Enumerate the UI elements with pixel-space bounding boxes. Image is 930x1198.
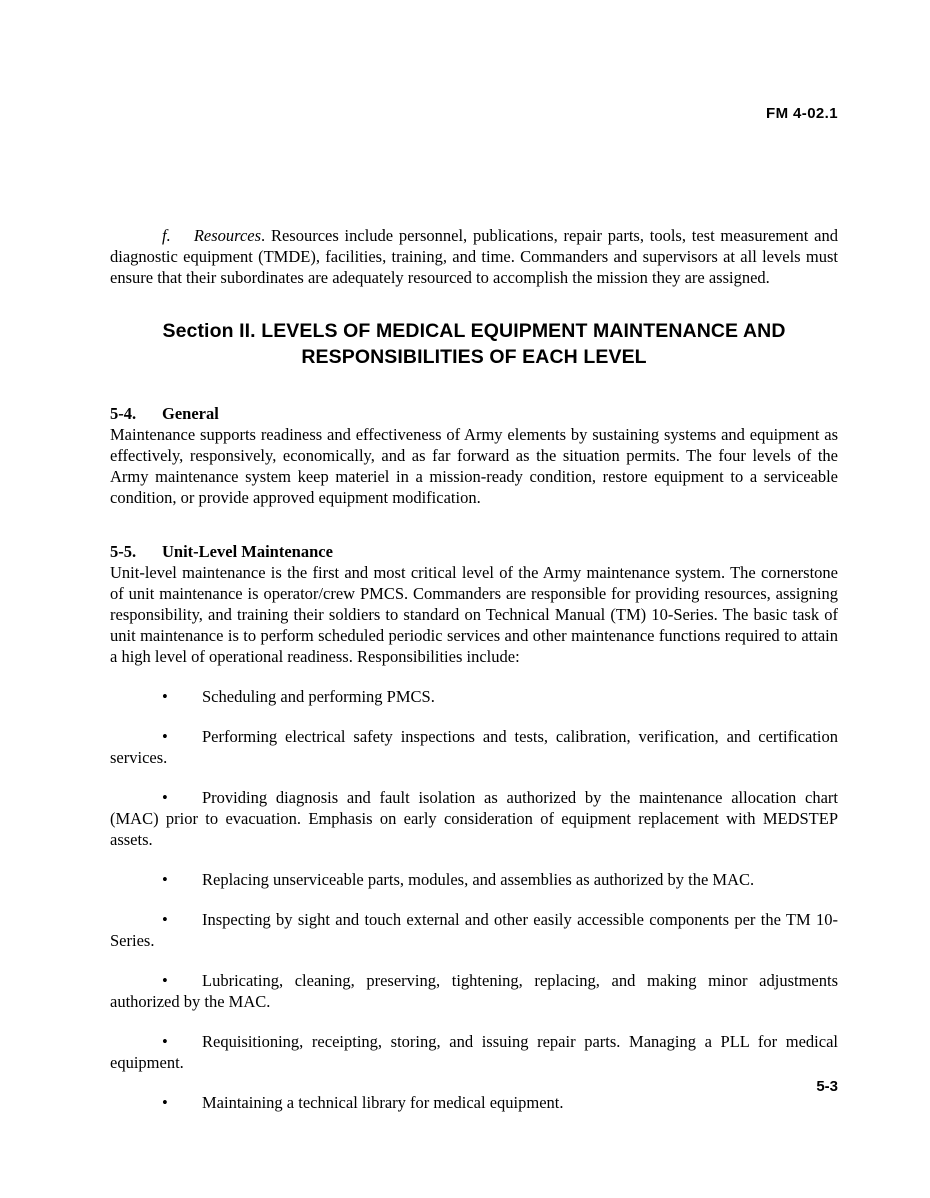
bullet-icon: • xyxy=(162,727,168,746)
paragraph-title: Unit-Level Maintenance xyxy=(162,542,333,561)
bullet-icon: • xyxy=(162,1093,168,1112)
page-content xyxy=(110,225,838,1113)
list-item-text: Replacing unserviceable parts, modules, and assemblies as authorized by the MAC. xyxy=(202,870,755,889)
responsibilities-list xyxy=(110,686,838,1113)
list-item-text: Performing electrical safety inspections and tests, calibration, verification, and certification services. xyxy=(110,727,838,767)
list-item xyxy=(110,686,838,707)
bullet-icon: • xyxy=(162,971,168,990)
section-heading xyxy=(110,318,838,370)
list-item xyxy=(110,1031,838,1073)
list-item-text: Inspecting by sight and touch external and other easily accessible components per the TM 10-Series. xyxy=(110,910,838,950)
paragraph-body-5-4: Maintenance supports readiness and effectiveness of Army elements by sustaining systems and equipment as effectively, responsively, economically, and as far forward as the situation permits. The four levels of the Army maintenance system keep materiel in a mission-ready condition, restore equipment to a serviceable condition, or provide approved equipment modification. xyxy=(110,425,838,507)
paragraph-heading-5-5 xyxy=(110,542,838,562)
list-item-text: Providing diagnosis and fault isolation as authorized by the maintenance allocation chart (MAC) prior to evacuation. Emphasis on early consideration of equipment replacement with MEDSTEP assets. xyxy=(110,788,838,849)
intro-label: f. xyxy=(162,226,171,245)
list-item xyxy=(110,909,838,951)
paragraph-number: 5-5. xyxy=(110,542,137,561)
bullet-icon: • xyxy=(162,1032,168,1051)
intro-text: . Resources include personnel, publications, repair parts, tools, test measurement and diagnostic equipment (TMDE), facilities, training, and time. Commanders and supervisors at all levels must ensure that their subordinates are adequately resourced to accomplish the mission they are assigned. xyxy=(110,226,838,287)
page-number-footer: 5-3 xyxy=(816,1078,838,1095)
section-heading-line1: Section II. LEVELS OF MEDICAL EQUIPMENT MAINTENANCE AND xyxy=(162,320,786,342)
manual-id-header: FM 4-02.1 xyxy=(766,105,838,122)
paragraph-heading-5-4 xyxy=(110,404,838,424)
paragraph-body-5-5: Unit-level maintenance is the first and most critical level of the Army maintenance system. The cornerstone of unit maintenance is operator/crew PMCS. Commanders are responsible for providing resources, assigning responsibility, and training their soldiers to standard on Technical Manual (TM) 10-Series. The basic task of unit maintenance is to perform scheduled periodic services and other maintenance functions required to attain a high level of operational readiness. Responsibilities include: xyxy=(110,563,838,666)
bullet-icon: • xyxy=(162,788,168,807)
intro-term: Resources xyxy=(193,226,262,245)
bullet-icon: • xyxy=(162,687,168,706)
list-item xyxy=(110,787,838,850)
list-item xyxy=(110,970,838,1012)
list-item-text: Requisitioning, receipting, storing, and issuing repair parts. Managing a PLL for medical equipment. xyxy=(110,1032,838,1072)
bullet-icon: • xyxy=(162,910,168,929)
section-heading-line2: RESPONSIBILITIES OF EACH LEVEL xyxy=(301,346,647,368)
paragraph-number: 5-4. xyxy=(110,404,137,423)
list-item xyxy=(110,869,838,890)
bullet-icon: • xyxy=(162,870,168,889)
paragraph-title: General xyxy=(162,404,219,423)
list-item-text: Maintaining a technical library for medical equipment. xyxy=(202,1093,564,1112)
list-item-text: Lubricating, cleaning, preserving, tightening, replacing, and making minor adjustments authorized by the MAC. xyxy=(110,971,838,1011)
list-item-text: Scheduling and performing PMCS. xyxy=(202,687,435,706)
list-item xyxy=(110,1092,838,1113)
intro-paragraph xyxy=(110,225,838,288)
list-item xyxy=(110,726,838,768)
